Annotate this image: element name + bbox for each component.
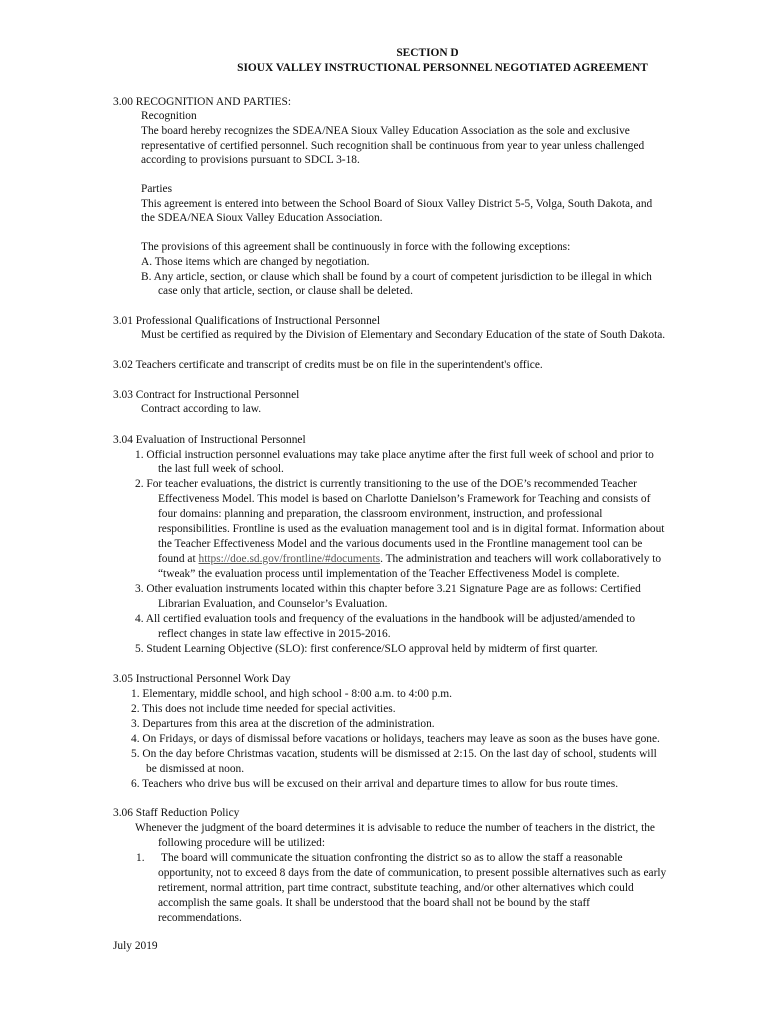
workday-item: 1. Elementary, middle school, and high school - 8:00 a.m. to 4:00 p.m.: [131, 688, 452, 700]
section-3-01-body: Must be certified as required by the Division of Elementary and Secondary Education of the state of South Dakota.: [141, 329, 666, 341]
frontline-documents-link[interactable]: https://doe.sd.gov/frontline/#documents: [198, 553, 381, 565]
evaluation-item-2-last: “tweak” the evaluation process until implementation of the Teacher Effectiveness Model is complete.: [158, 568, 620, 580]
section-3-02-heading: 3.02 Teachers certificate and transcript of credits must be on file in the superintendent's office.: [113, 359, 543, 371]
parties-line: the SDEA/NEA Sioux Valley Education Association.: [141, 212, 383, 224]
staff-reduction-intro-cont: following procedure will be utilized:: [158, 837, 326, 849]
evaluation-item-2: 2. For teacher evaluations, the district is currently transitioning to the use of the DOE’s recommended Teacher: [135, 478, 637, 490]
parties-line: This agreement is entered into between the School Board of Sioux Valley District 5-5, Volga, South Dakota, and: [141, 198, 653, 210]
evaluation-item-2-line: Effectiveness Model. This model is based on Charlotte Danielson’s Framework for Teaching and consists of: [158, 493, 651, 505]
staff-reduction-item-number: 1.: [136, 852, 145, 864]
recognition-line: The board hereby recognizes the SDEA/NEA Sioux Valley Education Association as the sole and exclusive: [141, 125, 630, 137]
staff-reduction-intro: Whenever the judgment of the board determines it is advisable to reduce the number of teachers in the district, the: [135, 822, 655, 834]
evaluation-item-2-line: responsibilities. Frontline is used as the evaluation management tool and is in digital format. Information about: [158, 523, 665, 535]
section-3-03-heading: 3.03 Contract for Instructional Personnel: [113, 389, 300, 401]
evaluation-item-1-cont: the last full week of school.: [158, 463, 284, 475]
evaluation-item-4-cont: reflect changes in state law effective in 2015-2016.: [158, 628, 391, 640]
staff-reduction-item-line: recommendations.: [158, 912, 242, 924]
section-3-06-heading: 3.06 Staff Reduction Policy: [113, 807, 240, 819]
staff-reduction-item-line: retirement, normal attrition, part time contract, substitute teaching, and/or other alternatives which could: [158, 882, 634, 894]
staff-reduction-item-line: The board will communicate the situation confronting the district so as to allow the staff a reasonable: [161, 852, 623, 864]
workday-item: 5. On the day before Christmas vacation, students will be dismissed at 2:15. On the last day of school, students will: [131, 748, 657, 760]
evaluation-item-4: 4. All certified evaluation tools and frequency of the evaluations in the handbook will be adjusted/amended to: [135, 613, 636, 625]
workday-item-6: 6. Teachers who drive bus will be excused on their arrival and departure times to allow for bus route times.: [131, 778, 619, 790]
document-title: SIOUX VALLEY INSTRUCTIONAL PERSONNEL NEGOTIATED AGREEMENT: [237, 62, 648, 74]
evaluation-item-3: 3. Other evaluation instruments located within this chapter before 3.21 Signature Page are as follows: Certified: [135, 583, 641, 595]
workday-item-5-cont: be dismissed at noon.: [146, 763, 245, 775]
workday-item: 2. This does not include time needed for special activities.: [131, 703, 396, 715]
workday-item: 3. Departures from this area at the discretion of the administration.: [131, 718, 435, 730]
workday-item: 4. On Fridays, or days of dismissal before vacations or holidays, teachers may leave as soon as the buses have gone.: [131, 733, 660, 745]
section-3-01-heading: 3.01 Professional Qualifications of Instructional Personnel: [113, 315, 380, 327]
provisions-line: The provisions of this agreement shall be continuously in force with the following exceptions:: [141, 241, 571, 253]
section-3-00-heading: 3.00 RECOGNITION AND PARTIES:: [113, 96, 291, 108]
section-label: SECTION D: [396, 47, 459, 59]
found-at-post-text: . The administration and teachers will work collaboratively to: [380, 553, 662, 565]
staff-reduction-item-line: accomplish the same goals. It shall be understood that the board shall not be bound by the staff: [158, 897, 590, 909]
evaluation-item-2-found-line: [158, 552, 661, 567]
evaluation-item-1: 1. Official instruction personnel evaluations may take place anytime after the first full week of school and prior to: [135, 449, 654, 461]
evaluation-item-2-line: four domains: planning and preparation, the classroom environment, instruction, and professional: [158, 508, 603, 520]
recognition-line: according to provisions pursuant to SDCL 3-18.: [141, 154, 360, 166]
section-3-03-body: Contract according to law.: [141, 403, 262, 415]
evaluation-item-3-cont: Librarian Evaluation, and Counselor’s Evaluation.: [158, 598, 388, 610]
footer-date: July 2019: [113, 940, 158, 952]
exception-b-cont: case only that article, section, or clause shall be deleted.: [158, 285, 413, 297]
exception-a: A. Those items which are changed by negotiation.: [141, 256, 370, 268]
exception-b: B. Any article, section, or clause which shall be found by a court of competent jurisdiction to be illegal in which: [141, 271, 652, 283]
evaluation-item-2-line: the Teacher Effectiveness Model and the various documents used in the Frontline management tool can be: [158, 538, 643, 550]
evaluation-item-5: 5. Student Learning Objective (SLO): first conference/SLO approval held by midterm of first quarter.: [135, 643, 598, 655]
parties-title: Parties: [141, 183, 173, 195]
section-3-05-heading: 3.05 Instructional Personnel Work Day: [113, 673, 291, 685]
section-3-04-heading: 3.04 Evaluation of Instructional Personnel: [113, 434, 306, 446]
recognition-title: Recognition: [141, 110, 197, 122]
staff-reduction-item-line: opportunity, not to exceed 8 days from the date of communication, to present possible alternatives such as early: [158, 867, 667, 879]
found-at-text: found at: [158, 553, 199, 565]
recognition-line: representative of certified personnel. Such recognition shall be continuous from year to year unless challenged: [141, 140, 645, 152]
